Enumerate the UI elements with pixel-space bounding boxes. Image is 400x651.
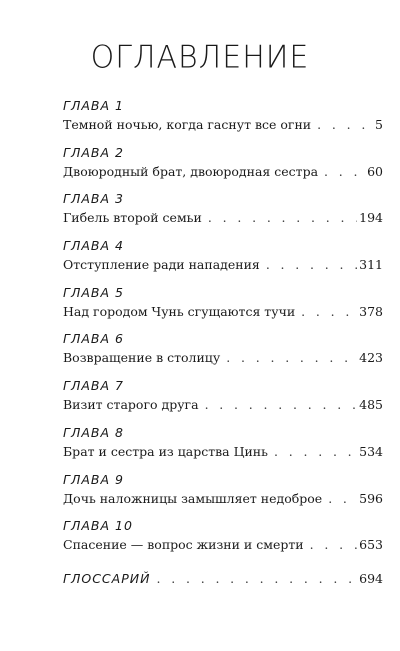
dot-leader — [304, 536, 358, 554]
dot-leader — [295, 303, 357, 321]
chapter-entry — [63, 490, 383, 508]
glossary-label: ГЛОССАРИЙ — [63, 571, 151, 586]
toc-chapter-8[interactable] — [63, 424, 383, 471]
chapter-entry — [63, 396, 383, 414]
chapter-title: Двоюродный брат, двоюродная сестра — [63, 163, 319, 179]
toc-chapter-4[interactable] — [63, 237, 383, 284]
toc-chapter-1[interactable] — [63, 97, 383, 144]
chapter-label: ГЛАВА 1 — [63, 98, 124, 113]
chapter-label: ГЛАВА 6 — [63, 331, 124, 347]
page-number: 60 — [367, 163, 383, 179]
chapter-entry — [63, 209, 383, 227]
toc-list — [63, 97, 383, 564]
page-number: 5 — [375, 117, 383, 132]
toc-chapter-7[interactable] — [63, 377, 383, 424]
dot-leader — [260, 256, 357, 274]
page-number: 534 — [359, 443, 383, 459]
page-number: 694 — [359, 571, 383, 586]
chapter-title: Гибель второй семьи — [63, 210, 202, 226]
toc-glossary[interactable] — [63, 570, 383, 588]
dot-leader — [318, 163, 365, 181]
toc-chapter-9[interactable] — [63, 471, 383, 518]
chapter-entry — [63, 256, 383, 274]
toc-chapter-5[interactable] — [63, 284, 383, 331]
chapter-label: ГЛАВА 3 — [63, 191, 124, 207]
dot-leader — [322, 490, 357, 508]
dot-leader — [311, 116, 373, 134]
chapter-entry — [63, 536, 383, 554]
chapter-entry — [63, 349, 383, 367]
chapter-entry — [63, 116, 383, 134]
toc-chapter-6[interactable] — [63, 330, 383, 377]
chapter-title: Визит старого друга — [63, 397, 199, 413]
chapter-title: Над городом Чунь сгущаются тучи — [63, 303, 296, 319]
page-number: 485 — [359, 397, 383, 413]
dot-leader — [202, 209, 357, 227]
dot-leader — [150, 570, 357, 588]
dot-leader — [199, 396, 358, 414]
page-number: 423 — [359, 350, 383, 366]
page-number: 311 — [359, 257, 383, 273]
chapter-label: ГЛАВА 2 — [63, 144, 124, 160]
chapter-label: ГЛАВА 8 — [63, 424, 124, 440]
page-number: 378 — [359, 303, 383, 319]
chapter-title: Спасение — вопрос жизни и смерти — [63, 537, 304, 553]
page-number: 194 — [359, 210, 383, 226]
chapter-title: Дочь наложницы замышляет недоброе — [63, 490, 323, 506]
page-number: 653 — [359, 537, 383, 553]
page-title: ОГЛАВЛЕНИЕ — [90, 39, 310, 76]
toc-chapter-10[interactable] — [63, 517, 383, 564]
page-number: 596 — [359, 490, 383, 506]
chapter-label: ГЛАВА 4 — [63, 238, 124, 254]
dot-leader — [220, 349, 357, 367]
chapter-label: ГЛАВА 9 — [63, 471, 124, 487]
chapter-title: Отступление ради нападения — [63, 257, 260, 273]
dot-leader — [268, 443, 357, 461]
chapter-entry — [63, 443, 383, 461]
toc-chapter-3[interactable] — [63, 190, 383, 237]
chapter-title: Темной ночью, когда гаснут все огни — [63, 117, 312, 132]
chapter-title: Брат и сестра из царства Цинь — [63, 443, 268, 459]
chapter-entry — [63, 163, 383, 181]
chapter-entry — [63, 303, 383, 321]
chapter-label: ГЛАВА 5 — [63, 284, 124, 300]
toc-chapter-2[interactable] — [63, 144, 383, 191]
chapter-title: Возвращение в столицу — [63, 350, 221, 366]
chapter-label: ГЛАВА 10 — [63, 518, 133, 534]
chapter-label: ГЛАВА 7 — [63, 378, 124, 394]
